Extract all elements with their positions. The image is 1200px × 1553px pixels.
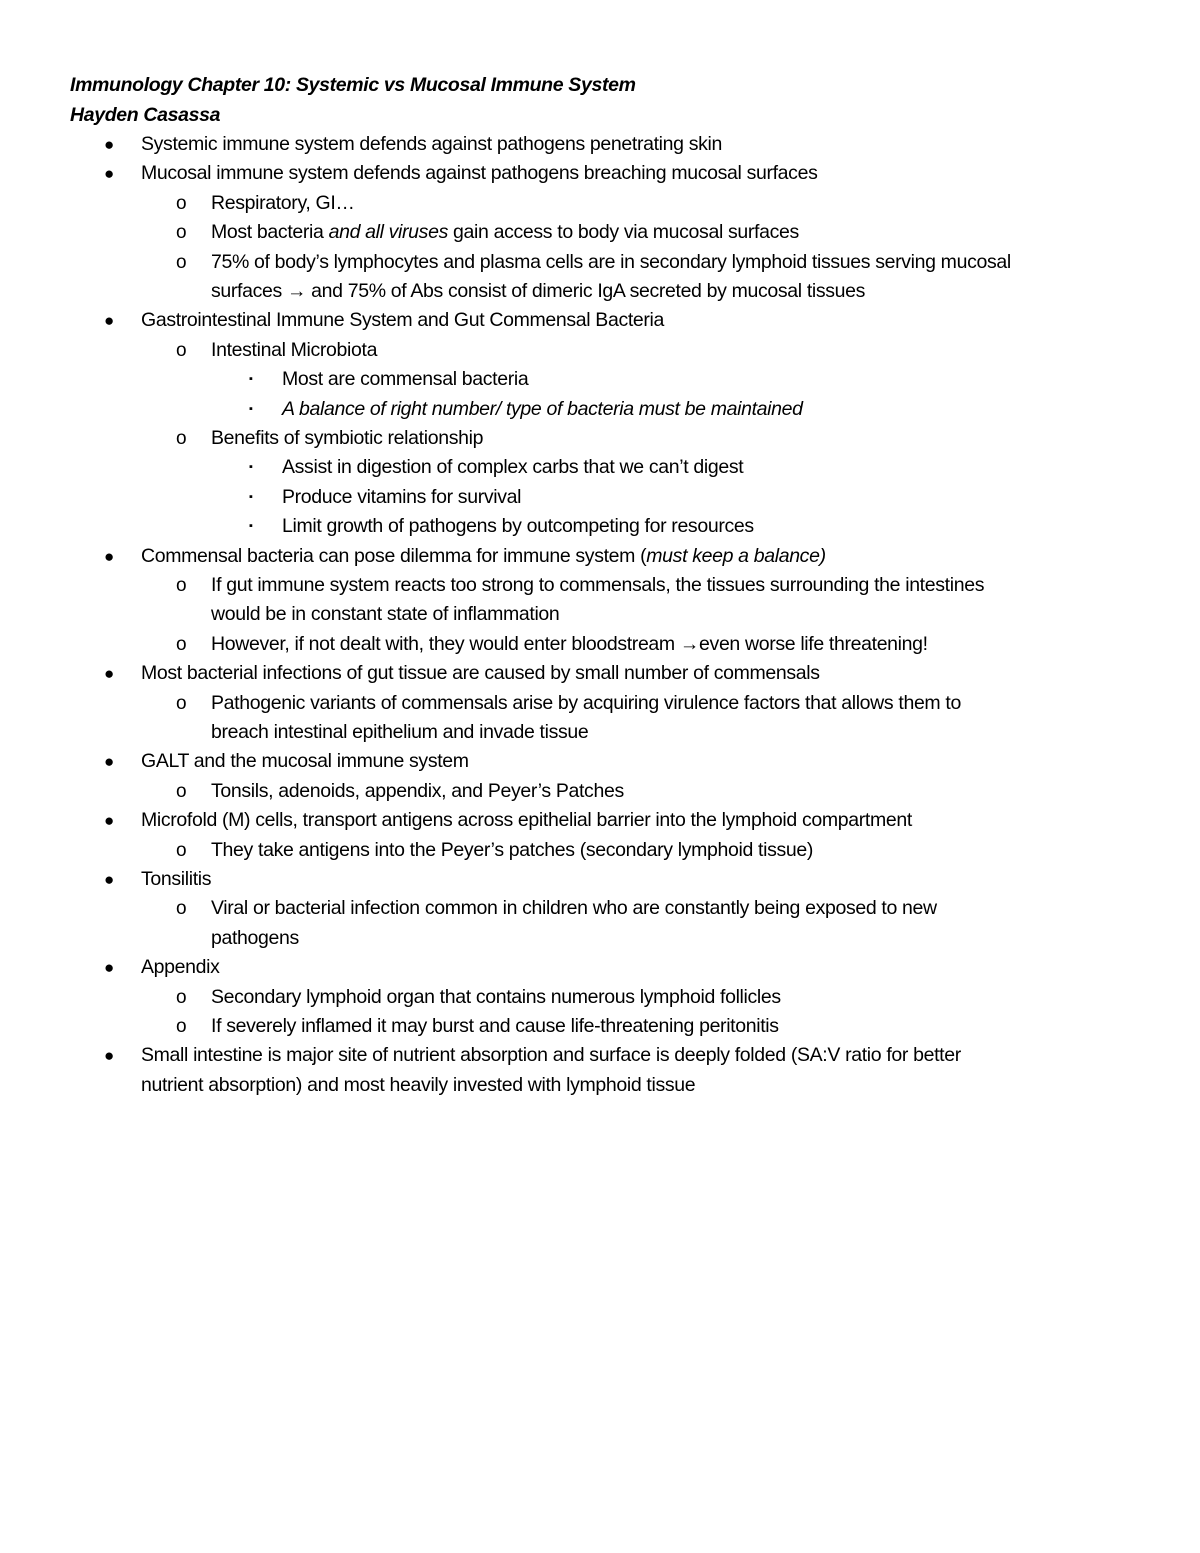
- note-line: [282, 365, 528, 394]
- note-text: If severely inflamed it may burst and cause life-threatening peritonitis: [211, 1015, 779, 1037]
- note-line: [141, 1071, 695, 1100]
- note-line: [211, 924, 299, 953]
- bullet-marker: ●: [104, 870, 115, 889]
- bullet-marker: ●: [104, 164, 115, 184]
- note-line: [211, 689, 961, 718]
- document-title: Immunology Chapter 10: Systemic vs Mucosal Immune System: [70, 74, 636, 96]
- note-line: [141, 542, 826, 571]
- bullet-marker: o: [176, 251, 187, 273]
- bullet-marker: ▪: [249, 461, 253, 474]
- note-line: [211, 336, 377, 365]
- note-line: [141, 953, 220, 982]
- bullet-marker: ●: [104, 752, 115, 772]
- bullet-marker: o: [176, 575, 187, 596]
- note-line: [211, 630, 928, 659]
- note-text: Limit growth of pathogens by outcompeting for resources: [282, 515, 754, 538]
- note-line: [282, 395, 803, 424]
- bullet-marker: o: [176, 780, 187, 802]
- note-text: Appendix: [141, 956, 220, 979]
- note-line: [141, 306, 664, 335]
- note-text: Tonsilitis: [141, 868, 212, 890]
- note-text: Respiratory, GI…: [211, 191, 355, 214]
- note-line: [141, 865, 211, 894]
- note-line: [282, 453, 743, 482]
- note-text: Benefits of symbiotic relationship: [211, 427, 484, 449]
- bullet-marker: o: [176, 1016, 187, 1037]
- bullet-marker: o: [176, 692, 187, 714]
- note-line: [141, 659, 820, 688]
- note-line: [211, 983, 781, 1012]
- note-text: Assist in digestion of complex carbs that we can’t digest: [282, 456, 744, 479]
- note-line: [211, 248, 1011, 277]
- bullet-marker: ●: [104, 546, 115, 566]
- note-text-italic: A balance of right number/ type of bacteria must be maintained: [282, 397, 803, 420]
- note-line: [282, 512, 754, 541]
- note-text: Microfold (M) cells, transport antigens across epithelial barrier into the lymphoid compartment: [141, 809, 912, 832]
- note-line: [211, 718, 588, 747]
- note-text: Mucosal immune system defends against pathogens breaching mucosal surfaces: [141, 162, 818, 185]
- note-text: Systemic immune system defends against pathogens penetrating skin: [141, 133, 722, 155]
- note-line: [211, 571, 984, 600]
- bullet-marker: o: [176, 428, 187, 449]
- note-text: pathogens: [211, 926, 299, 949]
- bullet-marker: ●: [104, 664, 115, 684]
- note-text: Small intestine is major site of nutrient absorption and surface is deeply folded (SA:V ratio for better: [141, 1044, 961, 1067]
- note-line: [282, 483, 521, 512]
- note-line: [141, 159, 817, 188]
- note-line: [211, 836, 813, 865]
- bullet-marker: ●: [104, 1046, 115, 1066]
- note-text: They take antigens into the Peyer’s patches (secondary lymphoid tissue): [211, 838, 814, 861]
- bullet-marker: ▪: [249, 520, 253, 533]
- bullet-marker: o: [176, 898, 187, 920]
- note-text: breach intestinal epithelium and invade tissue: [211, 721, 589, 743]
- bullet-marker: ●: [104, 135, 115, 154]
- bullet-marker: o: [176, 633, 187, 655]
- note-line: [141, 747, 469, 776]
- note-line: [211, 600, 559, 629]
- note-text: If gut immune system reacts too strong to commensals, the tissues surrounding the intestines: [211, 574, 985, 596]
- note-text: Pathogenic variants of commensals arise by acquiring virulence factors that allows them to: [211, 691, 961, 714]
- note-line: [211, 218, 799, 247]
- note-text: surfaces → and 75% of Abs consist of dimeric IgA secreted by mucosal tissues: [211, 280, 866, 302]
- bullet-marker: ▪: [249, 402, 253, 415]
- note-text: GALT and the mucosal immune system: [141, 750, 469, 773]
- note-text: Produce vitamins for survival: [282, 485, 522, 508]
- bullet-marker: o: [176, 339, 187, 361]
- bullet-marker: o: [176, 839, 187, 861]
- document-author: Hayden Casassa: [70, 103, 221, 126]
- bullet-marker: o: [176, 986, 187, 1008]
- note-text: Secondary lymphoid organ that contains numerous lymphoid follicles: [211, 985, 781, 1008]
- note-text: However, if not dealt with, they would enter bloodstream →even worse life threatening!: [211, 632, 928, 655]
- note-text: Most bacteria: [211, 221, 329, 244]
- note-text: Tonsils, adenoids, appendix, and Peyer’s Patches: [211, 779, 624, 802]
- bullet-marker: ●: [104, 311, 115, 331]
- note-text: would be in constant state of inflammation: [211, 603, 560, 626]
- note-text: Intestinal Microbiota: [211, 338, 378, 361]
- note-line: [211, 777, 624, 806]
- note-line: [211, 277, 865, 306]
- note-line: [211, 189, 355, 218]
- note-text-italic: must keep a balance): [646, 544, 826, 567]
- bullet-marker: ●: [104, 811, 115, 831]
- note-line: [211, 1012, 779, 1041]
- note-line: [211, 894, 937, 923]
- note-text: gain access to body via mucosal surfaces: [447, 221, 799, 244]
- note-line: [141, 130, 722, 159]
- bullet-marker: o: [176, 192, 187, 214]
- bullet-marker: o: [176, 222, 187, 244]
- note-text-italic: and all viruses: [328, 221, 448, 244]
- note-text: Gastrointestinal Immune System and Gut Commensal Bacteria: [141, 309, 665, 332]
- bullet-marker: ▪: [249, 490, 253, 503]
- note-text: Most bacterial infections of gut tissue are caused by small number of commensals: [141, 662, 820, 685]
- note-text: Commensal bacteria can pose dilemma for immune system (: [141, 544, 647, 567]
- note-text: Most are commensal bacteria: [282, 368, 529, 391]
- note-line: [211, 424, 483, 453]
- bullet-marker: ▪: [249, 373, 253, 386]
- bullet-marker: ●: [104, 958, 115, 978]
- note-text: 75% of body’s lymphocytes and plasma cells are in secondary lymphoid tissues serving mucosal: [211, 250, 1011, 273]
- note-line: [141, 1041, 961, 1070]
- note-text: Viral or bacterial infection common in children who are constantly being exposed to new: [211, 897, 937, 920]
- note-line: [141, 806, 912, 835]
- note-text: nutrient absorption) and most heavily invested with lymphoid tissue: [141, 1073, 696, 1096]
